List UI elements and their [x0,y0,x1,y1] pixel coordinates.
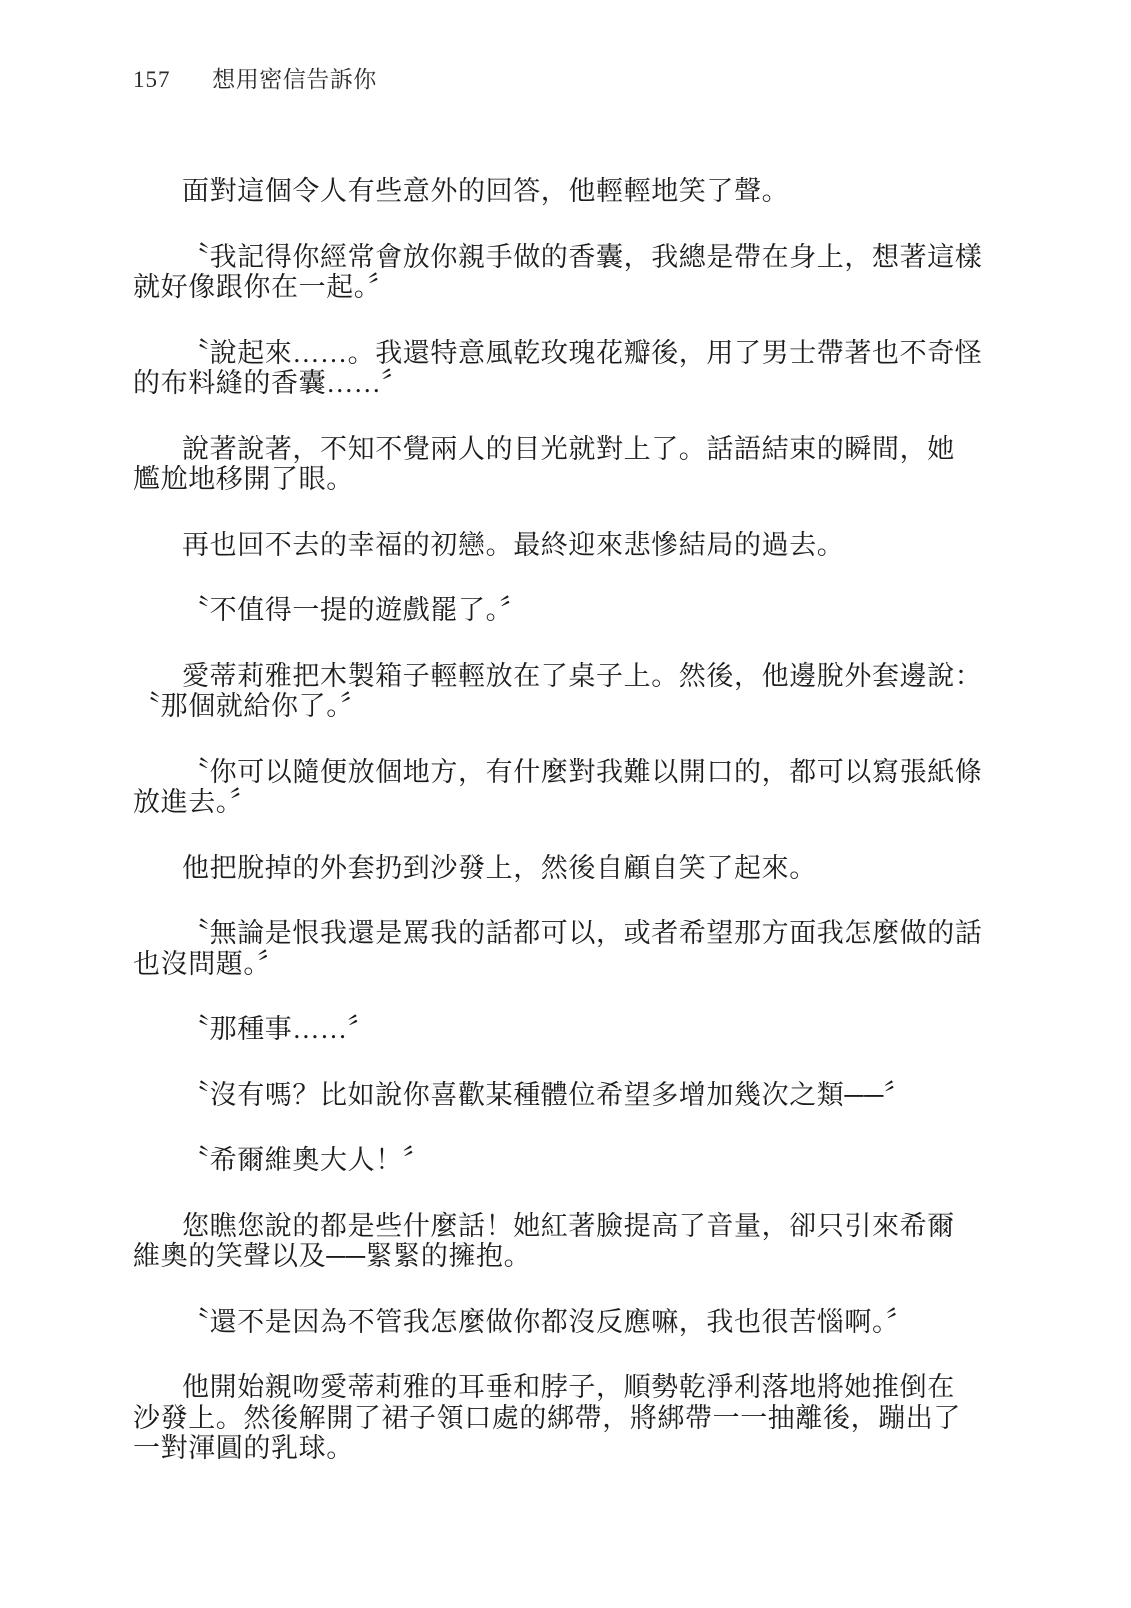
paragraph-5-line-1: 再也回不去的幸福的初戀。最終迎來悲慘結局的過去。 [182,529,845,560]
paragraph-15 [133,1307,997,1338]
paragraph-3 [133,338,997,399]
paragraph-7-line-2: 〝那個就給你了。〞 [133,691,368,721]
paragraph-6 [133,595,997,626]
paragraph-8 [133,757,997,818]
paragraph-2-line-1: 〝我記得你經常會放你親手做的香囊，我總是帶在身上，想著這樣 [182,241,983,272]
paragraph-2-line-2: 就好像跟你在一起。〞 [133,272,396,302]
paragraph-10-line-1: 〝無論是恨我還是罵我的話都可以，或者希望那方面我怎麼做的話 [182,918,983,948]
paragraph-14-line-2: 維奧的笑聲以及──緊緊的擁抱。 [133,1241,532,1271]
paragraph-12-line-1: 〝沒有嗎？比如說你喜歡某種體位希望多增加幾次之類──〞 [182,1079,912,1110]
paragraph-11-line-1: 〝那種事……〞 [182,1014,376,1044]
paragraph-4 [133,434,997,495]
chapter-title: 想用密信告訴你 [212,67,377,92]
paragraph-12 [133,1080,997,1111]
paragraph-10-line-2: 也沒問題。〞 [133,948,286,979]
paragraph-15-line-1: 〝還不是因為不管我怎麼做你都沒反應嘛，我也很苦惱啊。〞 [182,1306,914,1337]
paragraph-14 [133,1211,997,1272]
paragraph-9 [133,853,997,884]
paragraph-16-line-3: 一對渾圓的乳球。 [133,1433,354,1463]
page-body [133,176,997,1464]
paragraph-13-line-1: 〝希爾維奧大人！〞 [182,1145,431,1175]
paragraph-9-line-1: 他把脫掉的外套扔到沙發上，然後自顧自笑了起來。 [182,852,817,883]
paragraph-8-line-1: 〝你可以隨便放個地方，有什麼對我難以開口的，都可以寫張紙條 [182,756,983,787]
paragraph-5 [133,530,997,561]
page-header [133,66,377,94]
paragraph-16-line-2: 沙發上。然後解開了裙子領口處的綁帶，將綁帶一一抽離後，蹦出了 [133,1402,961,1433]
paragraph-10 [133,918,997,979]
paragraph-11 [133,1014,997,1045]
paragraph-4-line-2: 尷尬地移開了眼。 [133,464,354,494]
paragraph-8-line-2: 放進去。〞 [133,787,258,817]
paragraph-14-line-1: 您瞧您說的都是些什麼話！她紅著臉提高了音量，卻只引來希爾 [182,1210,955,1241]
paragraph-16 [133,1372,997,1464]
paragraph-7 [133,661,997,722]
paragraph-1 [133,176,997,207]
paragraph-6-line-1: 〝不值得一提的遊戲罷了。〞 [182,595,528,625]
paragraph-1-line-1: 面對這個令人有些意外的回答，他輕輕地笑了聲。 [182,176,790,206]
page-number: 157 [133,67,171,92]
paragraph-16-line-1: 他開始親吻愛蒂莉雅的耳垂和脖子，順勢乾淨利落地將她推倒在 [182,1372,955,1402]
paragraph-4-line-1: 說著說著，不知不覺兩人的目光就對上了。話語結束的瞬間，她 [182,433,955,464]
paragraph-7-line-1: 愛蒂莉雅把木製箱子輕輕放在了桌子上。然後，他邊脫外套邊說： [182,660,983,691]
paragraph-13 [133,1145,997,1176]
paragraph-3-line-2: 的布料縫的香囊……〞 [133,368,409,398]
paragraph-3-line-1: 〝說起來……。我還特意風乾玫瑰花瓣後，用了男士帶著也不奇怪 [182,337,983,368]
paragraph-2 [133,242,997,303]
